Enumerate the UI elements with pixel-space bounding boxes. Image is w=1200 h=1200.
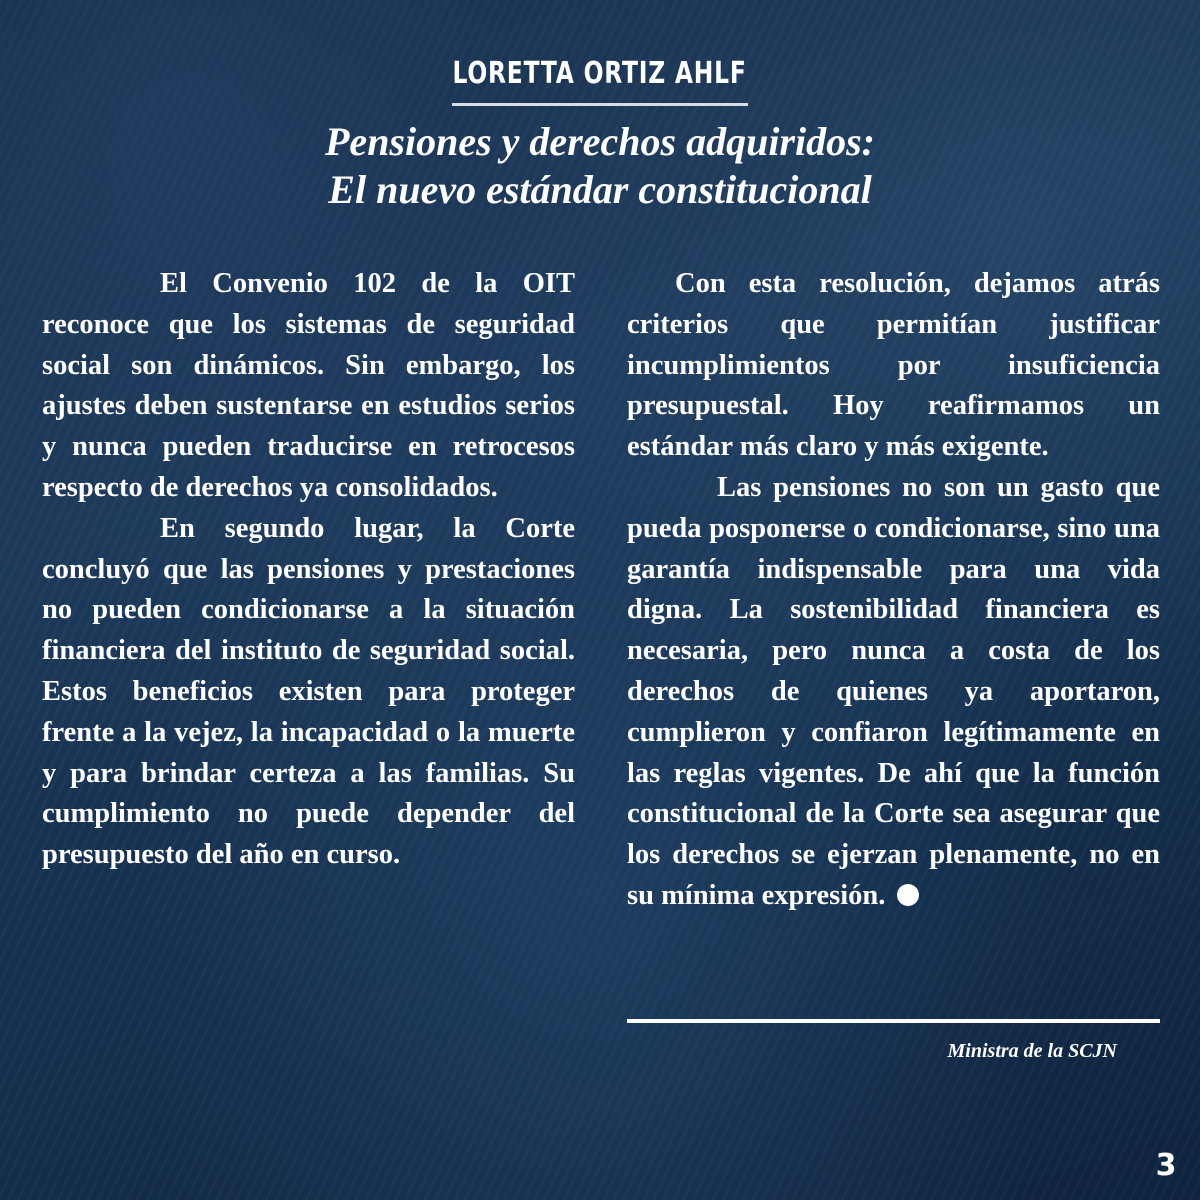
signature-divider xyxy=(627,1019,1160,1023)
title-line-1: Pensiones y derechos adquiridos: xyxy=(325,119,875,164)
right-column xyxy=(627,264,1160,917)
title-line-2: El nuevo estándar constitucional xyxy=(328,167,872,212)
left-column xyxy=(42,264,575,876)
left-paragraph-2: En segundo lugar, la Corte concluyó que las pensiones y prestaciones no pueden condicionarse a la situación financiera del instituto de seguridad social. Estos beneficios existen para proteger frente a la vejez, la incapacidad o la muerte y para brindar certeza a las familias. Su cumplimiento no puede depender del presupuesto del año en curso. xyxy=(42,512,575,871)
end-mark-icon xyxy=(897,884,919,906)
page-number: 3 xyxy=(1155,1148,1177,1183)
header xyxy=(0,52,1200,100)
author-name: LORETTA ORTIZ AHLF xyxy=(452,56,748,91)
article-title xyxy=(0,118,1200,214)
left-paragraph-1: El Convenio 102 de la OIT reconoce que los sistemas de seguridad social son dinámicos. Sin embargo, los ajustes deben sustentarse en estudios serios y nunca pueden traducirse en retrocesos respecto de derechos ya consolidados. xyxy=(42,268,575,503)
signature: Ministra de la SCJN xyxy=(947,1040,1117,1062)
right-paragraph-1: Con esta resolución, dejamos atrás criterios que permitían justificar incumplimientos por insuficiencia presupuestal. Hoy reafirmamos un estándar más claro y más exigente. xyxy=(627,268,1160,463)
author-underline xyxy=(452,103,748,106)
right-paragraph-2: Las pensiones no son un gasto que pueda posponerse o condicionarse, sino una garantía indispensable para una vida digna. La sostenibilidad financiera es necesaria, pero nunca a costa de los derechos de quienes ya aportaron, cumplieron y confiaron legítimamente en las reglas vigentes. De ahí que la función constitucional de la Corte sea asegurar que los derechos se ejerzan plenamente, no en su mínima expresión. xyxy=(627,471,1160,911)
